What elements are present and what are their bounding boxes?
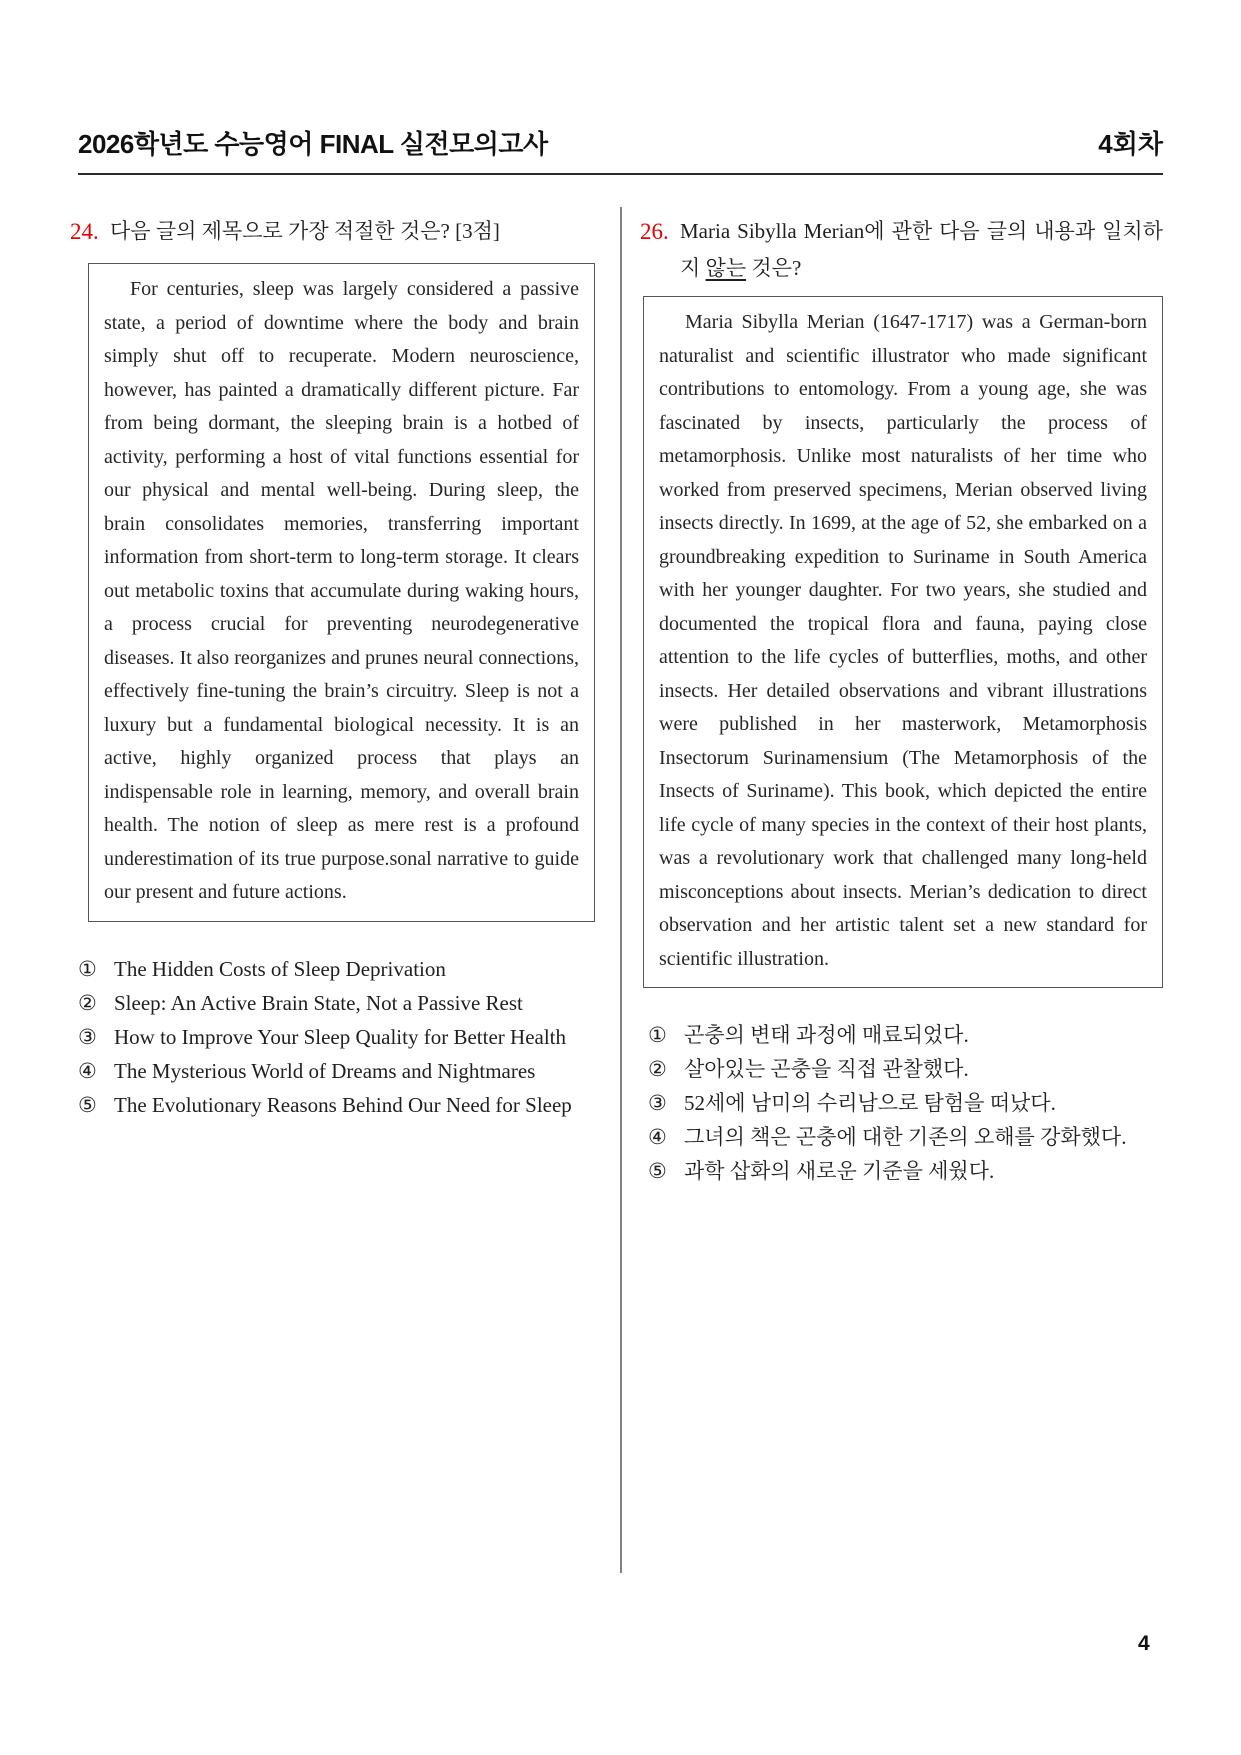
column-divider-line (620, 207, 622, 1573)
question-24-block (70, 213, 595, 1122)
choice-marker: ② (648, 1057, 667, 1081)
choice-text: 과학 삽화의 새로운 기준을 세웠다. (684, 1159, 995, 1183)
choice-marker: ① (78, 956, 97, 981)
choice-text: 52세에 남미의 수리남으로 탐험을 떠났다. (684, 1091, 1056, 1115)
choice-marker: ① (648, 1023, 667, 1047)
choice-option (648, 1052, 1163, 1086)
question-26-prompt-row (640, 213, 1163, 287)
choice-option (648, 1120, 1163, 1154)
choice-option (648, 1086, 1163, 1120)
choice-text: Sleep: An Active Brain State, Not a Passive Rest (114, 990, 523, 1015)
prompt-text-pre: Maria Sibylla Merian에 관한 다음 글의 내용과 일치하지 (680, 219, 1163, 280)
choice-marker: ② (78, 990, 97, 1015)
question-24-prompt: 다음 글의 제목으로 가장 적절한 것은? [3점] (110, 219, 500, 243)
choice-marker: ⑤ (78, 1092, 97, 1117)
question-24-prompt-row (70, 213, 595, 250)
choice-text: 살아있는 곤충을 직접 관찰했다. (684, 1057, 969, 1081)
question-26-prompt (680, 213, 1163, 287)
choice-marker: ⑤ (648, 1159, 667, 1183)
header-divider-line (78, 173, 1163, 175)
question-24-passage-text: For centuries, sleep was largely considered a passive state, a period of downtime where the body and brain simply shut off to recuperate. Modern neuroscience, however, has painted a dramatically different picture. Far from being dormant, the sleeping brain is a hotbed of activity, performing a host of vital functions essential for our physical and mental well-being. During sleep, the brain consolidates memories, transferring important information from short-term to long-term storage. It clears out metabolic toxins that accumulate during waking hours, a process crucial for preventing neurodegenerative diseases. It also reorganizes and prunes neural connections, effectively fine-tuning the brain’s circuitry. Sleep is not a luxury but a fundamental biological necessity. It is an active, highly organized process that plays an indispensable role in learning, memory, and overall brain health. The notion of sleep as mere rest is a profound underestimation of its true purpose.sonal narrative to guide our present and future actions. (104, 278, 579, 903)
choice-text: How to Improve Your Sleep Quality for Better Health (114, 1024, 567, 1049)
choice-option (78, 1020, 595, 1054)
choice-text: The Evolutionary Reasons Behind Our Need for Sleep (114, 1092, 572, 1117)
question-24-choices (70, 952, 595, 1122)
choice-option (78, 1054, 595, 1088)
question-26-number: 26. (640, 219, 669, 244)
choice-marker: ④ (78, 1058, 97, 1083)
question-26-passage-text: Maria Sibylla Merian (1647-1717) was a German-born naturalist and scientific illustrator who made significant contributions to entomology. From a young age, she was fascinated by insects, particularly the process of metamorphosis. Unlike most naturalists of her time who worked from preserved specimens, Merian observed living insects directly. In 1699, at the age of 52, she embarked on a groundbreaking expedition to Suriname in South America with her younger daughter. For two years, she studied and documented the tropical flora and fauna, paying close attention to the life cycles of butterflies, moths, and other insects. Her detailed observations and vibrant illustrations were published in her masterwork, Metamorphosis Insectorum Surinamensium (The Metamorphosis of the Insects of Suriname). This book, which depicted the entire life cycle of many species in the context of their host plants, was a revolutionary work that challenged many long-held misconceptions about insects. Merian’s dedication to direct observation and her artistic talent set a new standard for scientific illustration. (659, 311, 1147, 970)
choice-text: 그녀의 책은 곤충에 대한 기존의 오해를 강화했다. (684, 1125, 1127, 1149)
question-26-block (640, 213, 1163, 1188)
choice-option (648, 1018, 1163, 1052)
question-26-passage-box (643, 296, 1163, 988)
choice-marker: ③ (648, 1091, 667, 1115)
prompt-text-post: 것은? (746, 256, 802, 280)
round-badge: 4회차 (1098, 129, 1163, 159)
choice-option (648, 1154, 1163, 1188)
question-26-choices (640, 1018, 1163, 1188)
prompt-text-underlined: 않는 (705, 256, 747, 280)
choice-text: The Hidden Costs of Sleep Deprivation (114, 956, 446, 981)
choice-text: The Mysterious World of Dreams and Nightmares (114, 1058, 536, 1083)
question-24-passage-box (88, 263, 595, 922)
choice-text: 곤충의 변태 과정에 매료되었다. (684, 1023, 969, 1047)
choice-option (78, 952, 595, 986)
page-number: 4 (1138, 1632, 1150, 1655)
choice-marker: ④ (648, 1125, 667, 1149)
choice-option (78, 986, 595, 1020)
question-24-number: 24. (70, 219, 99, 244)
exam-title: 2026학년도 수능영어 FINAL 실전모의고사 (78, 129, 548, 159)
choice-marker: ③ (78, 1024, 97, 1049)
choice-option (78, 1088, 595, 1122)
